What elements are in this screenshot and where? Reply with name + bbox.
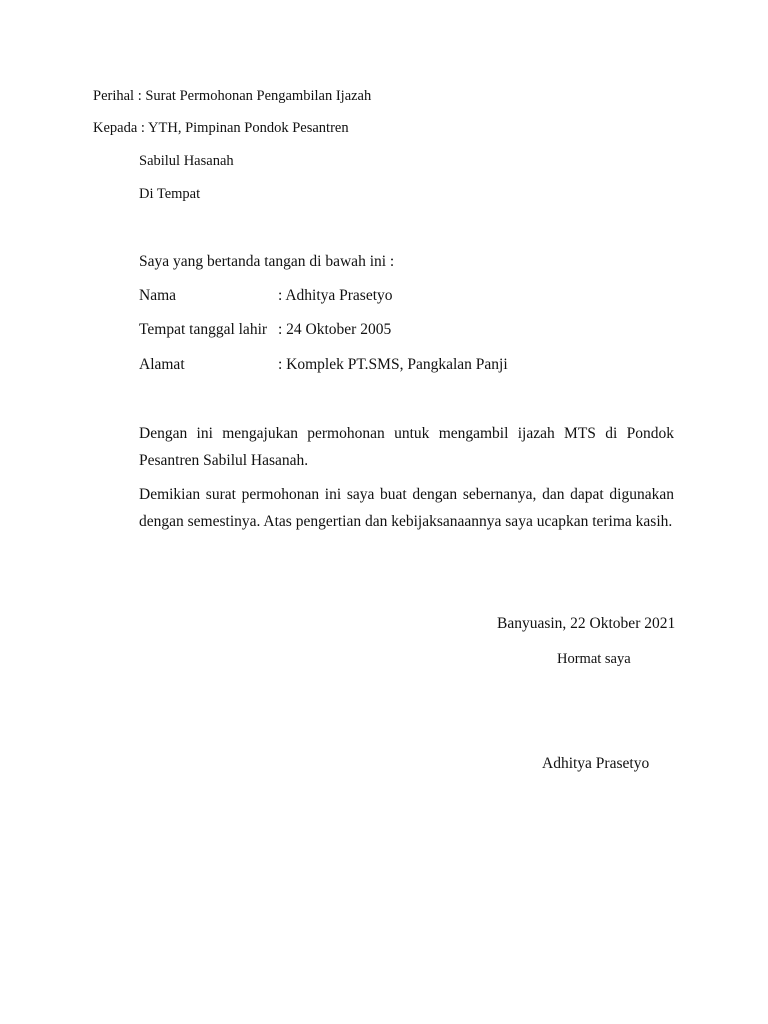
subject-line: Perihal : Surat Permohonan Pengambilan Ijazah	[93, 88, 372, 104]
closing-paragraph: Demikian surat permohonan ini saya buat dengan sebernanya, dan dapat digunakan dengan semestinya. Atas pengertian dan kebijaksanaannya saya ucapkan terima kasih.	[139, 486, 674, 530]
field-row-address	[139, 357, 508, 373]
addressee-institution: Sabilul Hasanah	[139, 153, 234, 169]
field-row-birth	[139, 322, 391, 338]
field-value: : 24 Oktober 2005	[278, 321, 392, 338]
field-value: : Adhitya Prasetyo	[278, 287, 393, 304]
signatory-name: Adhitya Prasetyo	[542, 755, 650, 772]
intro-statement: Saya yang bertanda tangan di bawah ini :	[139, 253, 395, 270]
addressee-location: Di Tempat	[139, 186, 201, 202]
place-date: Banyuasin, 22 Oktober 2021	[497, 615, 676, 632]
field-row-name	[139, 288, 393, 304]
field-label: Tempat tanggal lahir	[139, 321, 268, 338]
addressee-line: Kepada : YTH, Pimpinan Pondok Pesantren	[93, 120, 349, 136]
closing-salutation: Hormat saya	[557, 651, 631, 667]
field-value: : Komplek PT.SMS, Pangkalan Panji	[278, 356, 508, 373]
field-label: Alamat	[139, 356, 185, 373]
field-label: Nama	[139, 287, 177, 304]
request-paragraph: Dengan ini mengajukan permohonan untuk mengambil ijazah MTS di Pondok Pesantren Sabilul Hasanah.	[139, 425, 674, 469]
